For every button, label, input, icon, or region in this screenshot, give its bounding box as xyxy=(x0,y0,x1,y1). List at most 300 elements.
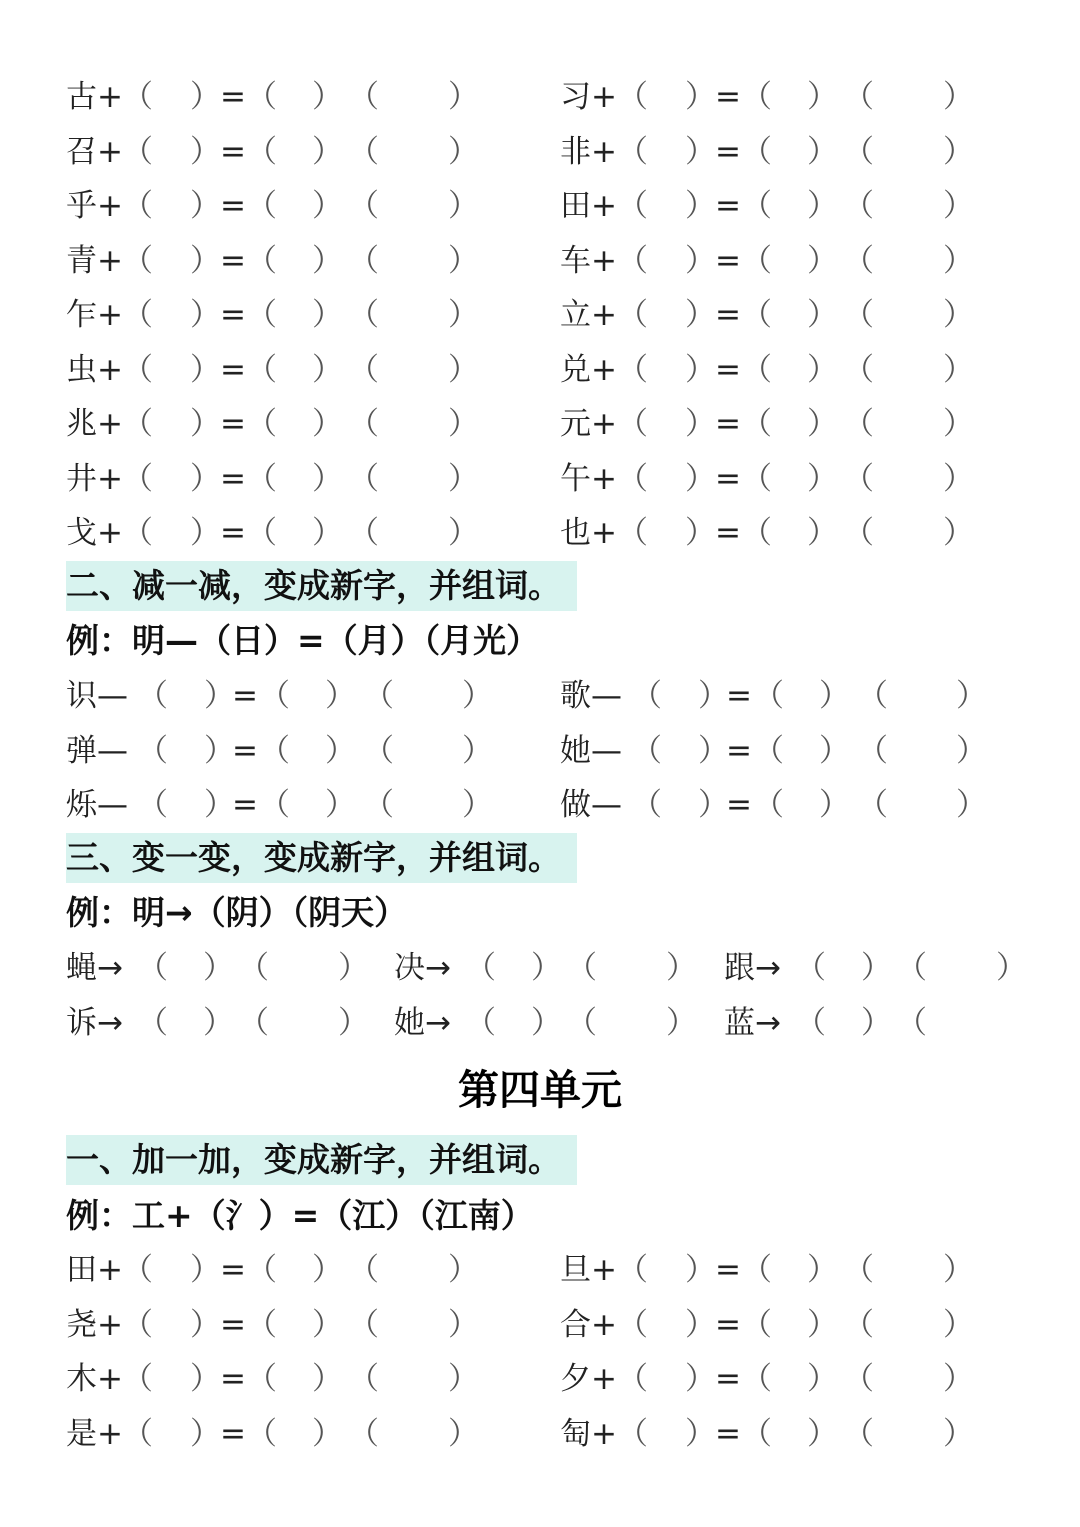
answer-blank-2-open: （ xyxy=(246,460,277,497)
exercise-label: 她— xyxy=(560,732,622,769)
answer-blank-1-open: （ xyxy=(617,242,648,279)
answer-blank-3-open: （ xyxy=(857,678,888,714)
answer-blank-3-close: ） xyxy=(956,787,987,823)
answer-blank-3-open: （ xyxy=(363,678,394,714)
answer-blank-1-open: （ xyxy=(617,79,648,115)
answer-blank-1-open: （ xyxy=(465,950,496,986)
answer-blank-1-open: （ xyxy=(617,406,648,442)
answer-blank-3-open: （ xyxy=(348,79,379,115)
exercise-label: 乍+ xyxy=(66,297,123,333)
answer-blank-2-close: ） xyxy=(807,351,838,388)
answer-blank-1-open: （ xyxy=(631,732,662,769)
exercise-label: 旦+ xyxy=(560,1252,617,1288)
answer-blank-2-close: ） xyxy=(312,1361,343,1397)
answer-blank-1-open: （ xyxy=(795,1004,826,1041)
answer-blank-1-close: ） xyxy=(685,1415,716,1452)
answer-blank-3-close: ） xyxy=(462,787,493,823)
section-header-change xyxy=(66,833,577,883)
equals-sign: = xyxy=(715,1252,741,1288)
answer-blank-2-open: （ xyxy=(741,1361,772,1397)
answer-blank-3-close: ） xyxy=(448,1415,479,1452)
answer-blank-2-close: ） xyxy=(807,188,838,224)
equals-sign: = xyxy=(220,406,246,442)
equals-sign: = xyxy=(220,297,246,333)
answer-blank-3-close: ） xyxy=(943,1415,974,1452)
equals-sign: = xyxy=(232,678,258,714)
answer-blank-2-open: （ xyxy=(566,950,597,986)
exercise-label: 夕+ xyxy=(560,1361,617,1397)
exercise-row xyxy=(0,669,1080,723)
answer-blank-1-open: （ xyxy=(122,133,153,170)
answer-blank-1-close: ） xyxy=(685,406,716,442)
example-minus: 例：明—（日）=（月）（月光） xyxy=(66,621,540,660)
answer-blank-1-open: （ xyxy=(122,1361,153,1397)
answer-blank-1-close: ） xyxy=(190,351,221,388)
answer-blank-2-close: ） xyxy=(338,1004,369,1041)
answer-blank-2-close: ） xyxy=(325,678,356,714)
exercise-label: 歌— xyxy=(560,678,622,714)
equals-sign: = xyxy=(220,1252,246,1288)
answer-blank-1-close: ） xyxy=(190,406,221,442)
exercise-row xyxy=(0,288,1080,342)
exercise-row xyxy=(0,1243,1080,1297)
answer-blank-3-close: ） xyxy=(448,351,479,388)
answer-blank-3-close: ） xyxy=(448,242,479,279)
answer-blank-3-close: ） xyxy=(943,188,974,224)
answer-blank-2-open: （ xyxy=(246,1361,277,1397)
equals-sign: = xyxy=(715,1415,741,1452)
exercise-label: 她→ xyxy=(394,1004,451,1041)
answer-blank-1-close: ） xyxy=(685,79,716,115)
exercise-label: 田+ xyxy=(560,188,617,224)
answer-blank-2-open: （ xyxy=(246,242,277,279)
answer-blank-2-open: （ xyxy=(896,1004,927,1041)
exercise-label: 戈+ xyxy=(66,515,123,551)
answer-blank-3-close: ） xyxy=(943,406,974,442)
answer-blank-1-close: ） xyxy=(204,787,235,823)
exercise-label: 虫+ xyxy=(66,351,123,388)
answer-blank-1-open: （ xyxy=(122,460,153,497)
answer-blank-2-open: （ xyxy=(896,950,927,986)
exercise-label: 井+ xyxy=(66,460,123,497)
answer-blank-3-open: （ xyxy=(843,297,874,333)
answer-blank-2-open: （ xyxy=(741,133,772,170)
answer-blank-2-close: ） xyxy=(819,678,850,714)
exercise-label: 尧+ xyxy=(66,1306,123,1343)
equals-sign: = xyxy=(715,297,741,333)
answer-blank-1-close: ） xyxy=(203,1004,234,1041)
answer-blank-2-close: ） xyxy=(325,732,356,769)
answer-blank-3-open: （ xyxy=(843,188,874,224)
answer-blank-3-close: ） xyxy=(943,133,974,170)
equals-sign: = xyxy=(726,678,752,714)
answer-blank-3-open: （ xyxy=(363,787,394,823)
equals-sign: = xyxy=(232,732,258,769)
answer-blank-2-open: （ xyxy=(259,678,290,714)
answer-blank-2-open: （ xyxy=(259,732,290,769)
answer-blank-2-open: （ xyxy=(741,297,772,333)
exercise-row xyxy=(0,778,1080,832)
equals-sign: = xyxy=(715,1306,741,1343)
answer-blank-2-close: ） xyxy=(807,79,838,115)
answer-blank-2-open: （ xyxy=(741,515,772,551)
answer-blank-2-close: ） xyxy=(312,460,343,497)
answer-blank-2-open: （ xyxy=(741,242,772,279)
equals-sign: = xyxy=(220,1415,246,1452)
equals-sign: = xyxy=(715,460,741,497)
answer-blank-1-close: ） xyxy=(531,1004,562,1041)
unit-title: 第四单元 xyxy=(458,1066,622,1114)
exercise-row xyxy=(0,397,1080,451)
answer-blank-3-open: （ xyxy=(843,242,874,279)
answer-blank-2-close: ） xyxy=(312,79,343,115)
equals-sign: = xyxy=(715,351,741,388)
exercise-row xyxy=(0,996,1080,1050)
equals-sign: = xyxy=(715,242,741,279)
answer-blank-1-open: （ xyxy=(122,79,153,115)
exercise-label: 蝇→ xyxy=(66,950,123,986)
answer-blank-2-open: （ xyxy=(246,351,277,388)
answer-blank-1-open: （ xyxy=(617,1415,648,1452)
answer-blank-1-open: （ xyxy=(137,732,168,769)
answer-blank-3-close: ） xyxy=(956,678,987,714)
answer-blank-3-close: ） xyxy=(448,406,479,442)
answer-blank-2-close: ） xyxy=(807,1306,838,1343)
answer-blank-2-close: ） xyxy=(666,1004,697,1041)
example-change: 例：明→（阴）（阴天） xyxy=(66,893,408,932)
answer-blank-3-open: （ xyxy=(348,460,379,497)
answer-blank-1-close: ） xyxy=(685,1306,716,1343)
answer-blank-1-open: （ xyxy=(617,460,648,497)
answer-blank-2-open: （ xyxy=(246,1415,277,1452)
answer-blank-1-open: （ xyxy=(795,950,826,986)
answer-blank-3-close: ） xyxy=(448,188,479,224)
answer-blank-2-open: （ xyxy=(246,133,277,170)
answer-blank-2-close: ） xyxy=(807,406,838,442)
answer-blank-1-open: （ xyxy=(122,1415,153,1452)
exercise-row xyxy=(0,506,1080,560)
answer-blank-3-open: （ xyxy=(348,297,379,333)
answer-blank-1-open: （ xyxy=(617,1306,648,1343)
exercise-label: 烁— xyxy=(66,787,128,823)
answer-blank-2-open: （ xyxy=(246,1306,277,1343)
answer-blank-3-open: （ xyxy=(843,1306,874,1343)
answer-blank-3-close: ） xyxy=(943,1306,974,1343)
answer-blank-1-close: ） xyxy=(698,787,729,823)
answer-blank-1-close: ） xyxy=(685,242,716,279)
answer-blank-1-close: ） xyxy=(685,188,716,224)
answer-blank-2-open: （ xyxy=(753,787,784,823)
answer-blank-3-close: ） xyxy=(448,133,479,170)
answer-blank-2-close: ） xyxy=(819,732,850,769)
answer-blank-2-open: （ xyxy=(741,1252,772,1288)
answer-blank-3-close: ） xyxy=(943,297,974,333)
answer-blank-2-open: （ xyxy=(741,460,772,497)
exercise-label: 决→ xyxy=(394,950,451,986)
answer-blank-3-open: （ xyxy=(843,133,874,170)
answer-blank-2-open: （ xyxy=(741,79,772,115)
answer-blank-3-open: （ xyxy=(843,460,874,497)
equals-sign: = xyxy=(715,188,741,224)
exercise-label: 弹— xyxy=(66,732,128,769)
answer-blank-1-close: ） xyxy=(190,460,221,497)
answer-blank-3-open: （ xyxy=(348,515,379,551)
exercise-label: 跟→ xyxy=(724,950,781,986)
answer-blank-2-close: ） xyxy=(312,1306,343,1343)
answer-blank-2-open: （ xyxy=(246,297,277,333)
answer-blank-1-open: （ xyxy=(137,950,168,986)
equals-sign: = xyxy=(715,406,741,442)
answer-blank-3-open: （ xyxy=(348,1306,379,1343)
answer-blank-1-close: ） xyxy=(190,515,221,551)
answer-blank-2-open: （ xyxy=(246,406,277,442)
answer-blank-3-close: ） xyxy=(943,515,974,551)
answer-blank-2-open: （ xyxy=(246,515,277,551)
answer-blank-3-open: （ xyxy=(857,732,888,769)
answer-blank-2-close: ） xyxy=(325,787,356,823)
exercise-label: 匋+ xyxy=(560,1415,617,1452)
section-title-minus: 二、减一减，变成新字，并组词。 xyxy=(66,566,561,605)
exercise-label: 田+ xyxy=(66,1252,123,1288)
answer-blank-1-open: （ xyxy=(617,515,648,551)
answer-blank-1-close: ） xyxy=(203,950,234,986)
answer-blank-2-open: （ xyxy=(566,1004,597,1041)
answer-blank-2-close: ） xyxy=(312,297,343,333)
answer-blank-1-open: （ xyxy=(122,406,153,442)
answer-blank-1-close: ） xyxy=(685,297,716,333)
answer-blank-2-close: ） xyxy=(312,133,343,170)
answer-blank-3-open: （ xyxy=(348,188,379,224)
answer-blank-2-close: ） xyxy=(312,1252,343,1288)
answer-blank-3-close: ） xyxy=(448,297,479,333)
exercise-label: 木+ xyxy=(66,1361,123,1397)
equals-sign: = xyxy=(232,787,258,823)
equals-sign: = xyxy=(726,732,752,769)
answer-blank-3-close: ） xyxy=(943,351,974,388)
answer-blank-3-open: （ xyxy=(843,1361,874,1397)
example-add: 例：工+（氵）=（江）（江南） xyxy=(66,1196,534,1235)
answer-blank-1-open: （ xyxy=(631,678,662,714)
equals-sign: = xyxy=(715,1361,741,1397)
answer-blank-1-open: （ xyxy=(617,1252,648,1288)
answer-blank-2-open: （ xyxy=(741,188,772,224)
exercise-label: 兆+ xyxy=(66,406,123,442)
answer-blank-1-close: ） xyxy=(685,351,716,388)
equals-sign: = xyxy=(220,133,246,170)
exercise-row xyxy=(0,343,1080,397)
exercise-row xyxy=(0,125,1080,179)
exercise-label: 午+ xyxy=(560,460,617,497)
section-header-add xyxy=(66,1135,577,1185)
equals-sign: = xyxy=(220,188,246,224)
answer-blank-2-open: （ xyxy=(741,1415,772,1452)
answer-blank-3-open: （ xyxy=(843,1415,874,1452)
answer-blank-1-close: ） xyxy=(861,950,892,986)
exercise-row xyxy=(0,941,1080,995)
answer-blank-1-open: （ xyxy=(617,351,648,388)
answer-blank-1-close: ） xyxy=(861,1004,892,1041)
answer-blank-1-open: （ xyxy=(617,1361,648,1397)
answer-blank-3-close: ） xyxy=(448,1252,479,1288)
answer-blank-3-open: （ xyxy=(843,79,874,115)
answer-blank-2-open: （ xyxy=(741,406,772,442)
equals-sign: = xyxy=(220,1361,246,1397)
equals-sign: = xyxy=(726,787,752,823)
section-title-change: 三、变一变，变成新字，并组词。 xyxy=(66,838,561,877)
answer-blank-3-close: ） xyxy=(943,1361,974,1397)
answer-blank-2-open: （ xyxy=(246,79,277,115)
exercise-label: 是+ xyxy=(66,1415,123,1452)
answer-blank-3-open: （ xyxy=(857,787,888,823)
exercise-label: 做— xyxy=(560,787,622,823)
answer-blank-3-open: （ xyxy=(348,1415,379,1452)
answer-blank-1-close: ） xyxy=(204,678,235,714)
equals-sign: = xyxy=(220,515,246,551)
equals-sign: = xyxy=(220,242,246,279)
equals-sign: = xyxy=(220,79,246,115)
answer-blank-3-open: （ xyxy=(843,406,874,442)
answer-blank-2-open: （ xyxy=(246,1252,277,1288)
answer-blank-1-close: ） xyxy=(190,188,221,224)
answer-blank-2-open: （ xyxy=(246,188,277,224)
answer-blank-1-close: ） xyxy=(190,1361,221,1397)
answer-blank-1-open: （ xyxy=(122,297,153,333)
answer-blank-3-open: （ xyxy=(348,1361,379,1397)
exercise-row xyxy=(0,1407,1080,1461)
answer-blank-2-close: ） xyxy=(312,351,343,388)
exercise-label: 非+ xyxy=(560,133,617,170)
answer-blank-3-close: ） xyxy=(448,1361,479,1397)
answer-blank-3-open: （ xyxy=(348,242,379,279)
answer-blank-3-close: ） xyxy=(462,678,493,714)
exercise-row xyxy=(0,234,1080,288)
answer-blank-2-open: （ xyxy=(753,678,784,714)
answer-blank-3-open: （ xyxy=(348,351,379,388)
exercise-label: 立+ xyxy=(560,297,617,333)
answer-blank-2-open: （ xyxy=(753,732,784,769)
exercise-label: 古+ xyxy=(66,79,123,115)
exercise-label: 合+ xyxy=(560,1306,617,1343)
answer-blank-1-open: （ xyxy=(465,1004,496,1041)
answer-blank-2-close: ） xyxy=(666,950,697,986)
answer-blank-1-close: ） xyxy=(531,950,562,986)
exercise-label: 乎+ xyxy=(66,188,123,224)
answer-blank-1-open: （ xyxy=(122,1252,153,1288)
answer-blank-3-close: ） xyxy=(462,732,493,769)
answer-blank-2-close: ） xyxy=(807,1252,838,1288)
answer-blank-1-close: ） xyxy=(190,79,221,115)
answer-blank-2-close: ） xyxy=(807,297,838,333)
section-title-add: 一、加一加，变成新字，并组词。 xyxy=(66,1140,561,1179)
answer-blank-1-close: ） xyxy=(190,297,221,333)
answer-blank-1-open: （ xyxy=(617,188,648,224)
answer-blank-1-close: ） xyxy=(190,242,221,279)
equals-sign: = xyxy=(715,79,741,115)
answer-blank-3-open: （ xyxy=(843,1252,874,1288)
answer-blank-3-close: ） xyxy=(956,732,987,769)
exercise-label: 诉→ xyxy=(66,1004,123,1041)
answer-blank-1-close: ） xyxy=(685,133,716,170)
answer-blank-1-open: （ xyxy=(122,242,153,279)
answer-blank-3-close: ） xyxy=(448,1306,479,1343)
answer-blank-1-open: （ xyxy=(137,678,168,714)
exercise-row xyxy=(0,724,1080,778)
answer-blank-2-close: ） xyxy=(312,188,343,224)
exercise-row xyxy=(0,70,1080,124)
answer-blank-2-close: ） xyxy=(312,242,343,279)
answer-blank-1-close: ） xyxy=(685,460,716,497)
answer-blank-1-open: （ xyxy=(122,188,153,224)
answer-blank-3-open: （ xyxy=(348,133,379,170)
equals-sign: = xyxy=(715,515,741,551)
answer-blank-3-close: ） xyxy=(448,79,479,115)
equals-sign: = xyxy=(715,133,741,170)
exercise-row xyxy=(0,452,1080,506)
answer-blank-3-open: （ xyxy=(363,732,394,769)
equals-sign: = xyxy=(220,460,246,497)
answer-blank-2-close: ） xyxy=(312,515,343,551)
answer-blank-2-close: ） xyxy=(819,787,850,823)
exercise-label: 习+ xyxy=(560,79,617,115)
answer-blank-1-open: （ xyxy=(617,297,648,333)
answer-blank-3-open: （ xyxy=(348,406,379,442)
answer-blank-1-open: （ xyxy=(137,787,168,823)
answer-blank-1-open: （ xyxy=(631,787,662,823)
answer-blank-2-open: （ xyxy=(238,950,269,986)
exercise-row xyxy=(0,1298,1080,1352)
answer-blank-1-open: （ xyxy=(122,351,153,388)
equals-sign: = xyxy=(220,1306,246,1343)
exercise-row xyxy=(0,179,1080,233)
answer-blank-3-close: ） xyxy=(448,460,479,497)
answer-blank-2-close: ） xyxy=(807,1415,838,1452)
exercise-label: 车+ xyxy=(560,242,617,279)
answer-blank-2-close: ） xyxy=(996,950,1027,986)
answer-blank-2-close: ） xyxy=(807,515,838,551)
answer-blank-1-close: ） xyxy=(190,1306,221,1343)
answer-blank-3-open: （ xyxy=(843,515,874,551)
answer-blank-2-close: ） xyxy=(807,133,838,170)
answer-blank-2-close: ） xyxy=(807,242,838,279)
answer-blank-2-open: （ xyxy=(238,1004,269,1041)
answer-blank-3-close: ） xyxy=(448,515,479,551)
exercise-label: 识— xyxy=(66,678,128,714)
answer-blank-2-open: （ xyxy=(741,351,772,388)
exercise-row xyxy=(0,1352,1080,1406)
answer-blank-3-close: ） xyxy=(943,460,974,497)
answer-blank-2-open: （ xyxy=(741,1306,772,1343)
answer-blank-2-close: ） xyxy=(312,406,343,442)
exercise-label: 元+ xyxy=(560,406,617,442)
exercise-label: 蓝→ xyxy=(724,1004,781,1041)
answer-blank-2-close: ） xyxy=(338,950,369,986)
answer-blank-3-close: ） xyxy=(943,242,974,279)
answer-blank-1-close: ） xyxy=(698,732,729,769)
answer-blank-1-open: （ xyxy=(617,133,648,170)
answer-blank-1-open: （ xyxy=(122,1306,153,1343)
answer-blank-3-close: ） xyxy=(943,79,974,115)
answer-blank-3-open: （ xyxy=(843,351,874,388)
exercise-label: 也+ xyxy=(560,515,617,551)
section-header-minus xyxy=(66,561,577,611)
answer-blank-1-open: （ xyxy=(122,515,153,551)
answer-blank-1-open: （ xyxy=(137,1004,168,1041)
answer-blank-1-close: ） xyxy=(685,1361,716,1397)
answer-blank-1-close: ） xyxy=(190,133,221,170)
answer-blank-1-close: ） xyxy=(190,1252,221,1288)
answer-blank-2-close: ） xyxy=(312,1415,343,1452)
answer-blank-1-close: ） xyxy=(204,732,235,769)
